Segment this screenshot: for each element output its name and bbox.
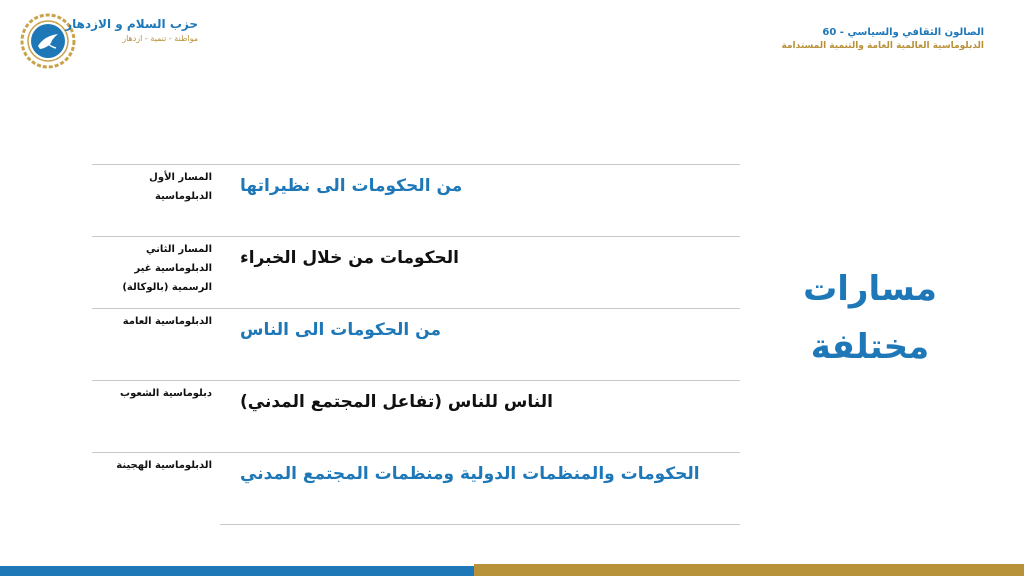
- party-tagline: مواطنة - تنمية - ازدهار: [122, 34, 198, 43]
- table-row: [92, 308, 740, 380]
- side-title-line-2: مختلفة: [810, 327, 930, 367]
- row-label: المسار الثاني الدبلوماسية غير الرسمية (بالوكالة): [122, 244, 212, 293]
- salon-title: الصالون الثقافي والسياسي - 60: [822, 27, 984, 38]
- side-title-line-1: مسارات: [803, 269, 937, 309]
- row-label: الدبلوماسية الهجينة: [116, 460, 212, 471]
- row-label: دبلوماسية الشعوب: [120, 388, 212, 399]
- row-divider: [92, 308, 740, 311]
- row-divider: [92, 452, 740, 455]
- footer-bar-gold: [474, 564, 1024, 576]
- row-description: من الحكومات الى الناس: [240, 320, 441, 340]
- party-branding: [65, 16, 198, 46]
- row-description: من الحكومات الى نظيراتها: [240, 176, 463, 196]
- row-divider: [92, 164, 740, 165]
- row-label: المسار الأول الدبلوماسية: [149, 172, 212, 202]
- row-description: الناس للناس (تفاعل المجتمع المدني): [240, 392, 553, 412]
- salon-subtitle: الدبلوماسية العالمية العامة والتنمية المستدامة: [781, 41, 984, 51]
- table-bottom-divider: [220, 524, 740, 525]
- table-row: [92, 380, 740, 452]
- table-row: [92, 164, 740, 236]
- diplomacy-tracks-table: [92, 164, 740, 524]
- row-description: الحكومات من خلال الخبراء: [240, 248, 459, 268]
- row-divider: [92, 236, 740, 239]
- footer-bar-blue: [0, 566, 474, 576]
- table-row: [92, 236, 740, 308]
- table-row: [92, 452, 740, 524]
- row-description: الحكومات والمنظمات الدولية ومنظمات المجتمع المدني: [240, 464, 700, 484]
- side-title: [790, 260, 950, 376]
- salon-branding: [744, 26, 984, 52]
- row-divider: [92, 380, 740, 383]
- party-name: حزب السلام و الازدهار: [65, 17, 198, 31]
- row-label: الدبلوماسية العامة: [122, 316, 212, 327]
